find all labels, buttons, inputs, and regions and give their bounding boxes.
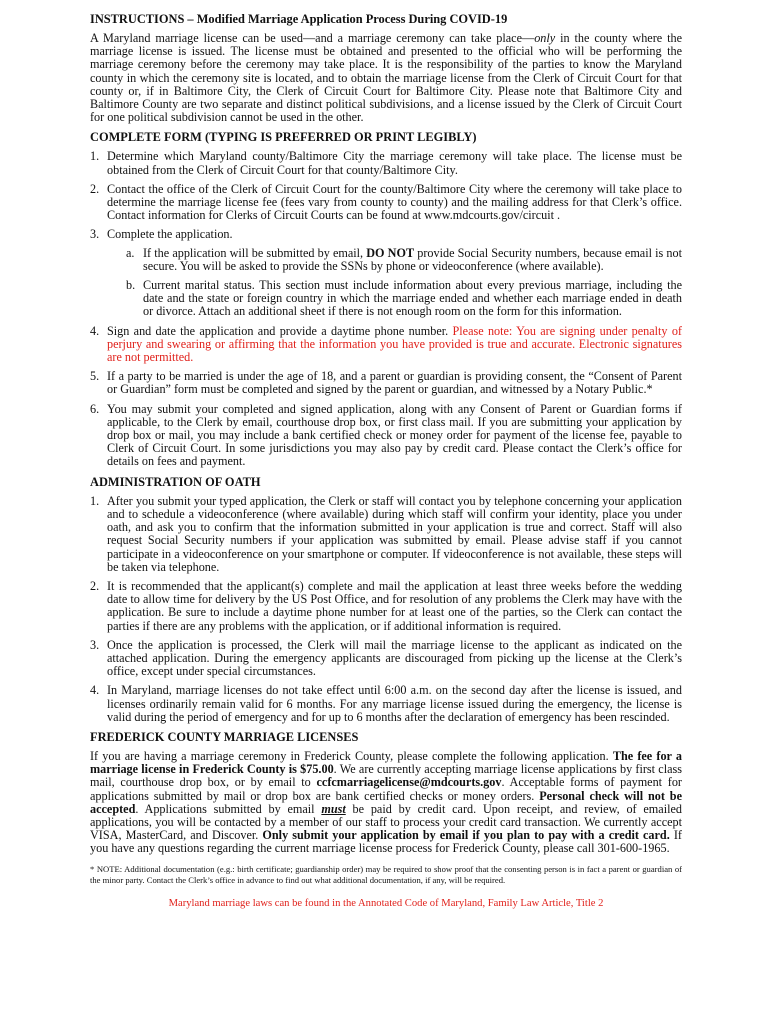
list-item-text: Determine which Maryland county/Baltimore City the marriage ceremony will take place. The license must be obtained from the Clerk of Circuit Court for that county/Baltimore City.	[107, 149, 682, 177]
frederick-text: be paid by credit card. Upon receipt, and review, of emailed applications, you will be contacted by a member of our staff to process your credit card transaction. We currently accept VISA, MasterCard, and Discover.	[90, 801, 682, 843]
frederick-text: If you have any questions regarding the current marriage license process for Frederick County, please call 301-600-1965.	[90, 828, 682, 856]
sub-list-letter: b.	[126, 278, 136, 293]
list-item-text: Sign and date the application and provide a daytime phone number.	[107, 323, 453, 338]
frederick-text: . Acceptable forms of payment for applications submitted by mail or drop box are bank certified checks or money orders.	[90, 775, 682, 803]
frederick-text: If you are having a marriage ceremony in Frederick County, please complete the following application.	[90, 748, 613, 763]
sub-item-text: If the application will be submitted by email,	[143, 245, 367, 260]
list-item	[90, 228, 682, 318]
list-item-text: After you submit your typed application, the Clerk or staff will contact you by telephone concerning your application and to schedule a videoconference (where available) during which staff will confirm your identity, place you under oath, and ask you to confirm that the information submitted in your application is true and correct. Staff will also request Social Security numbers if your application was submitted by email. Please advise staff if you cannot participate in a videoconference on your smartphone or computer. If videoconference is not available, these steps will be taken via telephone.	[107, 493, 682, 574]
list-item-text: In Maryland, marriage licenses do not take effect until 6:00 a.m. on the second day after the license is issued, and licenses ordinarily remain valid for 6 months. For any marriage license issued during the emergency, the license is valid during the period of emergency and for up to 6 months after the declaration of emergency has been rescinded.	[107, 683, 682, 724]
list-item	[90, 639, 682, 679]
sub-list-item	[107, 247, 682, 273]
complete-form-list	[90, 150, 682, 468]
list-item-text: You may submit your completed and signed application, along with any Consent of Parent or Guardian forms if applicable, to the Clerk by email, courthouse drop box, or first class mail. If you are submitting your application by drop box or mail, you may include a bank certified check or money order for payment of the license fee, payable to Clerk of Circuit Court. In some jurisdictions you may also pay by credit card. Please contact the Clerk’s office for details on fees and payment.	[107, 401, 682, 469]
sub-item-text: Current marital status. This section must include information about every previous marriage, including the date and the state or foreign country in which the marriage ended and whether each marriage ended in death or divorce. Attach an additional sheet if there is not enough room on the form for this information.	[143, 278, 682, 319]
oath-heading: ADMINISTRATION OF OATH	[90, 474, 261, 489]
sub-item-bold: DO NOT	[366, 245, 415, 260]
list-item	[90, 403, 682, 469]
clerk-email-address: ccfcmarriagelicense@mdcourts.gov	[316, 775, 502, 790]
sub-item-text-continued: provide Social Security numbers, because email is not secure. You will be asked to provide the SSNs by phone or videoconference (where available).	[143, 245, 682, 273]
sub-list-item	[107, 279, 682, 319]
sub-list	[107, 247, 682, 319]
list-item-text: It is recommended that the applicant(s) complete and mail the application at least three weeks before the wedding date to allow time for delivery by the US Post Office, and for resolution of any problems the Clerk may have with the application. Be sure to include a daytime phone number for at least one of the parties, so the Clerk can contact the parties if there are any problems with the application, or if additional information is required.	[107, 578, 682, 633]
list-item	[90, 580, 682, 633]
fee-notice: The fee for a marriage license in Frederick County is $75.00	[90, 748, 682, 777]
frederick-text: . We are currently accepting marriage license applications by first class mail, courthouse drop box, or by email to	[90, 762, 682, 790]
list-item	[90, 684, 682, 724]
intro-text: A Maryland marriage license can be used—and a marriage ceremony can take place—	[90, 31, 535, 45]
list-item	[90, 150, 682, 176]
personal-check-notice: Personal check will not be accepted	[90, 788, 682, 816]
list-number: 1.	[90, 493, 100, 508]
list-number: 6.	[90, 401, 100, 416]
list-item-text: If a party to be married is under the age of 18, and a parent or guardian is providing consent, the “Consent of Parent or Guardian” form must be completed and signed by the parent or guardian, and witnessed by a Notary Public.*	[107, 369, 682, 397]
list-item-text: Contact the office of the Clerk of Circuit Court for the county/Baltimore City where the ceremony will take place to determine the marriage license fee (fees vary from county to county) and the mailing address for that Clerk’s office. Contact information for Clerks of Circuit Courts can be found at www.mdcourts.gov/circuit .	[107, 181, 682, 223]
oath-list	[90, 495, 682, 724]
list-number: 5.	[90, 369, 100, 384]
intro-emphasis: only	[534, 31, 556, 45]
list-number: 2.	[90, 181, 100, 196]
complete-form-heading: COMPLETE FORM (TYPING IS PREFERRED OR PRINT LEGIBLY)	[90, 130, 477, 145]
list-item-text: Complete the application.	[107, 227, 233, 242]
law-reference: Maryland marriage laws can be found in the Annotated Code of Maryland, Family Law Article, Title 2	[168, 897, 604, 909]
list-item	[90, 495, 682, 574]
intro-text-continued: in the county where the marriage license is issued. The license must be obtained and presented to the official who will be performing the marriage ceremony before the ceremony may take place. It is the responsibility of the parties to know the Maryland county in which the ceremony site is located, and to obtain the marriage license from the Clerk of Circuit Court for that county or, if in Baltimore City, the Clerk of Circuit Court for Baltimore City. Please note that Baltimore City and Baltimore County are two separate and distinct political subdivisions, and a license issued by the Clerk of Circuit Court for one political subdivision cannot be used in the other.	[90, 31, 683, 125]
frederick-text: . Applications submitted by email	[135, 801, 322, 816]
intro-paragraph	[90, 32, 682, 124]
list-item-text: Once the application is processed, the Clerk will mail the marriage license to the applicant as indicated on the attached application. During the emergency applicants are discouraged from picking up the license at the Clerk’s office, except under special circumstances.	[107, 637, 682, 679]
perjury-warning: Please note: You are signing under penalty of perjury and swearing or affirming that the information you have provided is true and accurate. Electronic signatures are not permitted.	[107, 323, 682, 365]
frederick-paragraph	[90, 750, 682, 856]
credit-card-notice: Only submit your application by email if you plan to pay with a credit card.	[262, 828, 670, 843]
list-item	[90, 183, 682, 223]
list-number: 3.	[90, 637, 100, 652]
list-number: 3.	[90, 227, 100, 242]
list-number: 1.	[90, 149, 100, 164]
list-number: 4.	[90, 323, 100, 338]
must-emphasis: must	[321, 801, 346, 816]
list-number: 4.	[90, 683, 100, 698]
list-item	[90, 325, 682, 365]
list-number: 2.	[90, 578, 100, 593]
sub-list-letter: a.	[126, 245, 135, 260]
footnote: * NOTE: Additional documentation (e.g.: birth certificate; guardianship order) may be required to show proof that the consenting person is in fact a parent or guardian of the minor party. Contact the Clerk’s office in advance to find out what additional documentation, if any, will be required.	[90, 863, 682, 885]
frederick-heading: FREDERICK COUNTY MARRIAGE LICENSES	[90, 729, 359, 744]
list-item	[90, 370, 682, 396]
page-title: INSTRUCTIONS – Modified Marriage Application Process During COVID-19	[90, 12, 508, 26]
